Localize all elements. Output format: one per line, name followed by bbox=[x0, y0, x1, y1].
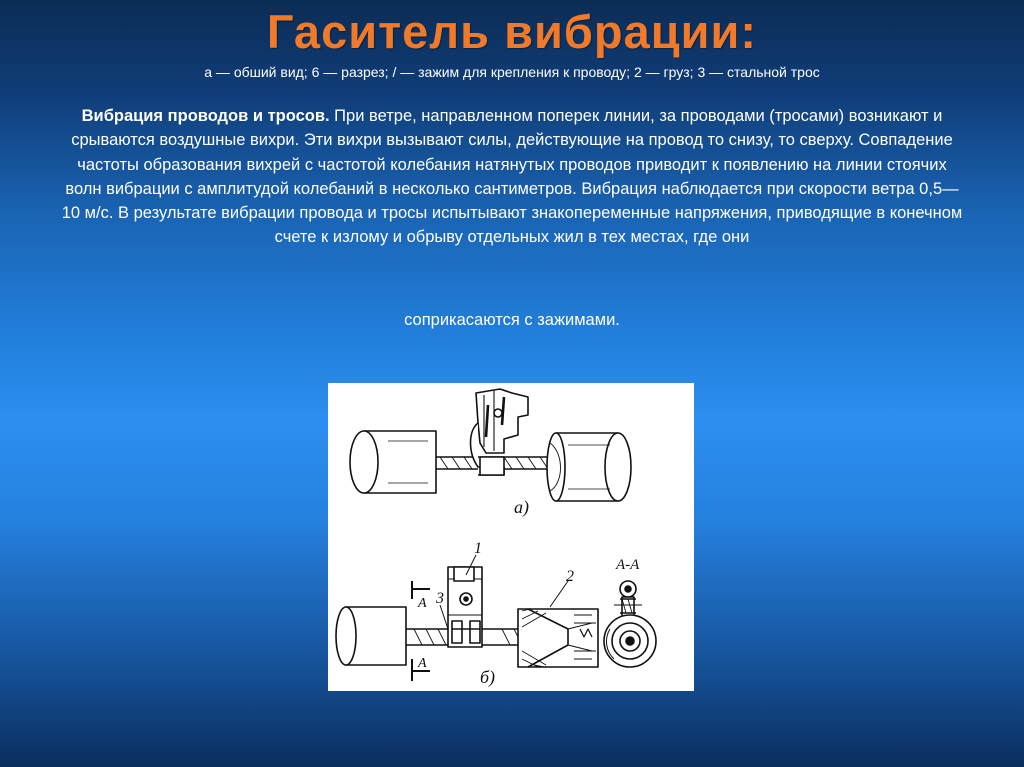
vibration-damper-figure bbox=[328, 383, 694, 691]
section-mark-top: A bbox=[418, 596, 427, 611]
left-weight-a bbox=[350, 431, 436, 493]
section-view-aa bbox=[604, 581, 656, 667]
callout-3: 3 bbox=[436, 590, 444, 607]
paragraph-heading: Вибрация проводов и тросов. bbox=[81, 107, 330, 125]
left-weight-b bbox=[336, 607, 406, 665]
callout-1: 1 bbox=[474, 540, 482, 557]
label-b: б) bbox=[480, 667, 496, 687]
body-paragraph bbox=[60, 104, 964, 250]
paragraph-body: При ветре, направленном поперек линии, за проводами (тросами) возникают и срываются воздушные вихри. Эти вихри вызывают силы, действующие на провод то снизу, то сверху. Совпадение частоты образования вихрей с частотой колебания натянутых проводов приводит к появлению на линии стоячих волн вибрации с амплитудой колебаний в несколько сантиметров. Вибрация наблюдается при скорости ветра 0,5—10 м/с. В результате вибрации провода и тросы испытывают знакопеременные напряжения, приводящие в конечном счете к излому и обрыву отдельных жил в тех местах, где они bbox=[61, 107, 963, 247]
section-title: А-А bbox=[616, 557, 640, 573]
right-weight-b bbox=[518, 609, 598, 667]
right-weight-a bbox=[547, 433, 631, 501]
slide-title: Гаситель вибрации: bbox=[266, 5, 758, 58]
callout-2: 2 bbox=[566, 568, 574, 585]
clamp-b bbox=[448, 567, 482, 647]
paragraph-tail: соприкасаются с зажимами. bbox=[404, 311, 620, 329]
damper-drawing bbox=[328, 383, 694, 691]
label-a: а) bbox=[514, 497, 529, 517]
section-mark-bottom: A bbox=[418, 656, 427, 671]
slide-subtitle: а — обший вид; 6 — разрез; / — зажим для крепления к проводу; 2 — груз; 3 — стальной трос bbox=[204, 64, 820, 80]
